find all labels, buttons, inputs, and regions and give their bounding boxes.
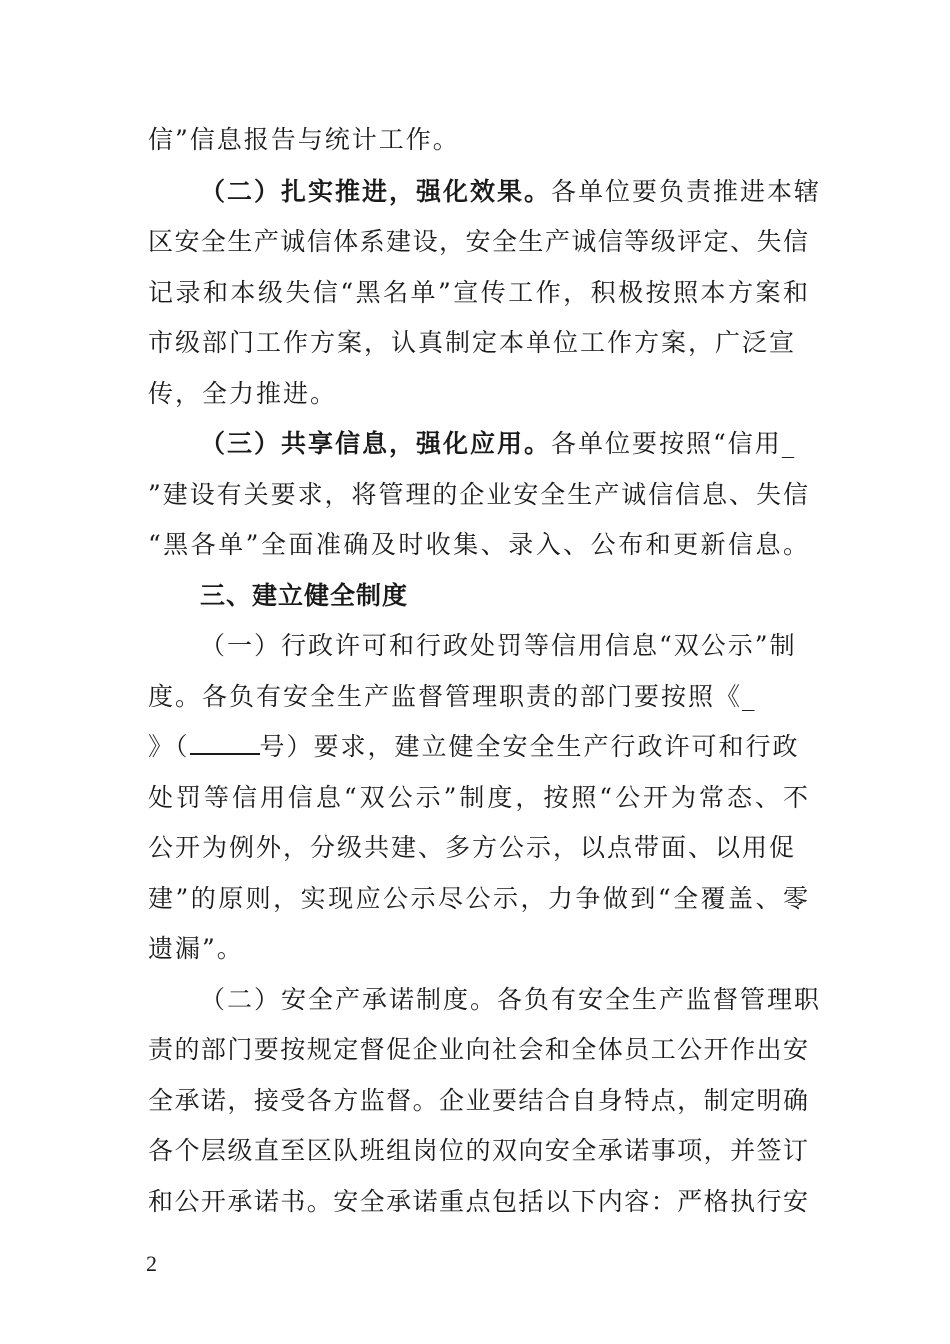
paragraph-text: 各单位要负责推进本辖 bbox=[551, 177, 822, 206]
paragraph-line: 记录和本级失信“黑名单”宣传工作，积极按照本方案和 bbox=[148, 278, 808, 307]
paragraph-line: “黑各单”全面准确及时收集、录入、公布和更新信息。 bbox=[148, 530, 808, 559]
paragraph-line bbox=[200, 428, 808, 460]
paragraph-line: 建”的原则，实现应公示尽公示，力争做到“全覆盖、零 bbox=[148, 884, 808, 913]
paragraph-line bbox=[148, 731, 808, 763]
paragraph-line: 各个层级直至区队班组岗位的双向安全承诺事项，并签订 bbox=[148, 1136, 808, 1165]
section-heading: 三、建立健全制度 bbox=[200, 581, 409, 610]
paragraph-line: 责的部门要按规定督促企业向社会和全体员工公开作出安 bbox=[148, 1035, 808, 1064]
paragraph-line: 和公开承诺书。安全承诺重点包括以下内容：严格执行安 bbox=[148, 1187, 808, 1216]
subheading: （二）扎实推进，强化效果。 bbox=[200, 177, 552, 206]
paragraph-line: （一）行政许可和行政处罚等信用信息“双公示”制 bbox=[200, 631, 797, 660]
subheading: （三）共享信息，强化应用。 bbox=[200, 429, 552, 458]
page-number: 2 bbox=[146, 1251, 157, 1276]
paragraph-line: 处罚等信用信息“双公示”制度，按照“公开为常态、不 bbox=[148, 783, 808, 812]
paragraph-line: （二）安全产承诺制度。各负有安全生产监督管理职 bbox=[200, 985, 822, 1014]
paragraph-line: 公开为例外，分级共建、多方公示，以点带面、以用促 bbox=[148, 833, 797, 862]
paragraph-line: 传，全力推进。 bbox=[148, 379, 338, 408]
paragraph-line: 信”信息报告与统计工作。 bbox=[148, 125, 460, 154]
paragraph-text: 各单位要按照“信用_ bbox=[551, 429, 797, 458]
paragraph-line bbox=[200, 176, 822, 208]
paragraph-text: 》（ bbox=[148, 732, 190, 761]
fill-in-blank bbox=[190, 731, 260, 755]
paragraph-line: 区安全生产诚信体系建设，安全生产诚信等级评定、失信 bbox=[148, 227, 808, 256]
paragraph-text: 号）要求，建立健全安全生产行政许可和行政 bbox=[259, 732, 800, 761]
paragraph-line: 全承诺，接受各方监督。企业要结合自身特点，制定明确 bbox=[148, 1086, 808, 1115]
paragraph-line: ”建设有关要求，将管理的企业安全生产诚信信息、失信 bbox=[148, 480, 808, 509]
paragraph-line: 市级部门工作方案，认真制定本单位工作方案，广泛宣 bbox=[148, 328, 797, 357]
paragraph-line: 遗漏”。 bbox=[148, 934, 244, 963]
paragraph-line: 度。各负有安全生产监督管理职责的部门要按照《_ bbox=[148, 682, 757, 711]
